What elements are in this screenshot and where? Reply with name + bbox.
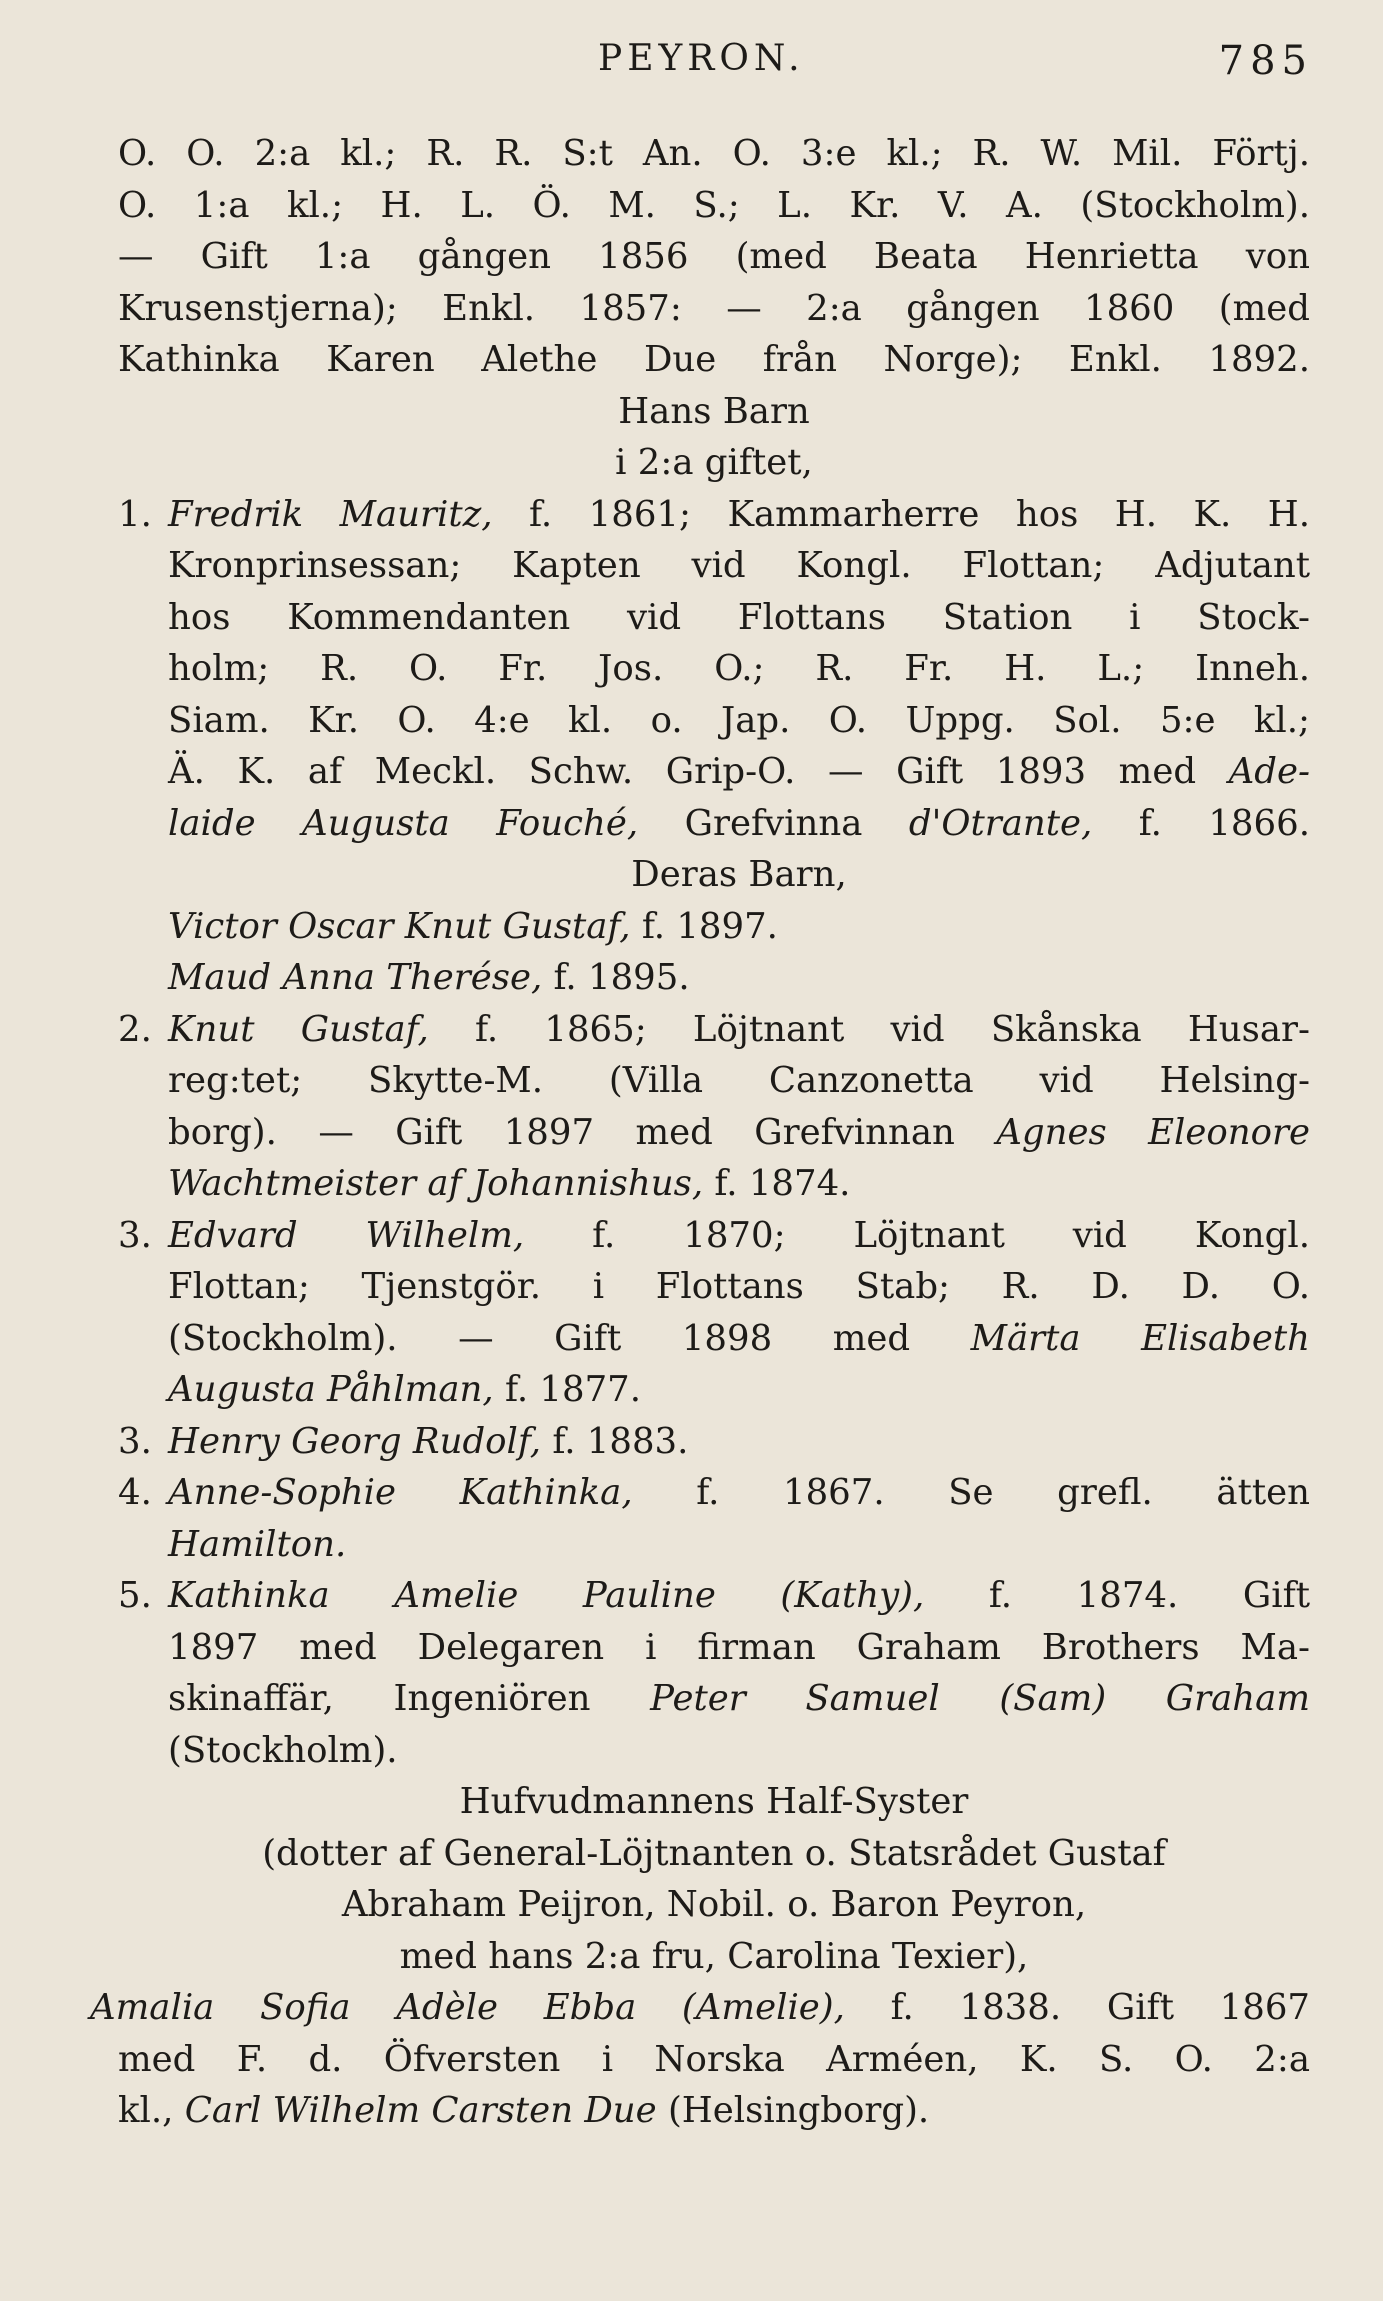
text-line: reg:tet; Skytte-M. (Villa Canzonetta vid Helsing-: [168, 1060, 1310, 1101]
text-run: (Stockholm). — Gift 1898 med: [168, 1317, 971, 1359]
text-line: holm; R. O. Fr. Jos. O.; R. Fr. H. L.; Inneh.: [168, 648, 1310, 689]
child-entry-1: [118, 489, 1310, 1004]
text-run: f. 1866.: [1092, 802, 1310, 844]
child-entry-2: [118, 1004, 1310, 1210]
section-subheading: Deras Barn,: [631, 854, 847, 895]
text-run: f. 1877.: [493, 1369, 642, 1410]
child-entry-4: [118, 1467, 1310, 1570]
child-entry-5: [118, 1570, 1310, 1776]
person-name: Fredrik Mauritz,: [168, 493, 493, 535]
entry-number: 4.: [118, 1472, 152, 1513]
spouse-name: Agnes Eleonore: [996, 1111, 1310, 1153]
spouse-name: Ade-: [1228, 751, 1310, 792]
entry-number: 5.: [118, 1575, 152, 1616]
page-number: 785: [1218, 38, 1313, 84]
child-entry-3b: [118, 1416, 1310, 1468]
header-title: PEYRON.: [598, 38, 805, 79]
text-run: f. 1870; Löjtnant vid Kongl.: [524, 1214, 1310, 1256]
text-line: (Stockholm).: [168, 1729, 398, 1771]
person-name: Amalia Sofia Adèle Ebba (Amelie),: [90, 1987, 845, 2028]
text-run: kl.,: [118, 2090, 185, 2131]
text-run: skinaffär, Ingeniören: [168, 1678, 651, 1719]
text-line: med F. d. Öfversten i Norska Arméen, K. S. O. 2:a: [118, 2038, 1310, 2080]
text-line: 1897 med Delegaren i firman Graham Brothers Ma-: [168, 1626, 1310, 1668]
person-name: Edvard Wilhelm,: [168, 1214, 525, 1256]
section-heading: Hans Barn: [618, 390, 810, 432]
spouse-name: laide Augusta Fouché,: [168, 802, 639, 844]
half-sister-entry: [90, 1982, 1311, 2137]
spouse-name: Wachtmeister af Johannishus,: [168, 1163, 704, 1204]
text-run: f. 1874.: [703, 1163, 851, 1204]
text-run: f. 1883.: [541, 1420, 689, 1462]
text-run: f. 1867. Se grefl. ätten: [632, 1472, 1310, 1513]
running-header: [0, 38, 1383, 98]
text-line: Flottan; Tjenstgör. i Flottans Stab; R. D. D. O.: [168, 1266, 1310, 1307]
text-line: Kathinka Karen Alethe Due från Norge); Enkl. 1892.: [118, 339, 1310, 380]
entry-number: 1.: [118, 493, 152, 535]
entry-number: 3.: [118, 1420, 152, 1462]
text-line: (dotter af General-Löjtnanten o. Statsrådet Gustaf: [262, 1832, 1166, 1874]
text-line: Abraham Peijron, Nobil. o. Baron Peyron,: [341, 1884, 1087, 1925]
spouse-name: Augusta Påhlman,: [168, 1369, 494, 1410]
text-run: (Helsingborg).: [656, 2090, 930, 2131]
text-run: Ä. K. af Meckl. Schw. Grip-O. — Gift 1893 med: [168, 751, 1229, 792]
page-body: [90, 128, 1311, 2137]
text-run: f. 1897.: [630, 905, 778, 947]
text-run: f. 1838. Gift 1867: [844, 1987, 1311, 2028]
text-line: Krusenstjerna); Enkl. 1857: — 2:a gången 1860 (med: [118, 287, 1310, 329]
text-line: Kronprinsessan; Kapten vid Kongl. Flottan; Adjutant: [168, 545, 1310, 586]
spouse-name: Märta Elisabeth: [970, 1317, 1310, 1359]
entry-number: 2.: [118, 1008, 152, 1050]
person-name: Knut Gustaf,: [168, 1008, 429, 1050]
grandchild-name: Victor Oscar Knut Gustaf,: [168, 905, 631, 947]
text-run: f. 1861; Kammarherre hos H. K. H.: [492, 493, 1310, 535]
person-name: Anne-Sophie Kathinka,: [168, 1472, 633, 1513]
text-run: f. 1865; Löjtnant vid Skånska Husar-: [428, 1008, 1310, 1050]
section-subheading: i 2:a giftet,: [615, 442, 813, 483]
text-line: Siam. Kr. O. 4:e kl. o. Jap. O. Uppg. Sol. 5:e kl.;: [168, 699, 1310, 741]
person-name: Henry Georg Rudolf,: [168, 1420, 542, 1462]
grandchild-name: Maud Anna Therése,: [168, 957, 543, 998]
text-run: borg). — Gift 1897 med Grefvinnan: [168, 1111, 997, 1153]
text-line: med hans 2:a fru, Carolina Texier),: [399, 1935, 1029, 1977]
entry-number: 3.: [118, 1214, 152, 1256]
spouse-title: d'Otrante,: [908, 802, 1093, 844]
text-run: f. 1874. Gift: [924, 1575, 1311, 1616]
text-run: Grefvinna: [638, 802, 909, 844]
child-entry-3: [118, 1210, 1310, 1416]
spouse-name: Peter Samuel (Sam) Graham: [650, 1678, 1310, 1719]
section-heading: Hufvudmannens Half-Syster: [459, 1781, 969, 1822]
text-line: O. 1:a kl.; H. L. Ö. M. S.; L. Kr. V. A. (Stockholm).: [118, 184, 1310, 226]
text-run: f. 1895.: [542, 957, 690, 998]
family-reference: Hamilton.: [168, 1523, 347, 1565]
text-line: — Gift 1:a gången 1856 (med Beata Henrietta von: [118, 236, 1310, 277]
text-line: hos Kommendanten vid Flottans Station i Stock-: [168, 596, 1310, 638]
person-name: Kathinka Amelie Pauline (Kathy),: [168, 1575, 925, 1616]
spouse-name: Carl Wilhelm Carsten Due: [184, 2090, 657, 2131]
text-line: O. O. 2:a kl.; R. R. S:t An. O. 3:e kl.; R. W. Mil. Förtj.: [118, 133, 1310, 174]
